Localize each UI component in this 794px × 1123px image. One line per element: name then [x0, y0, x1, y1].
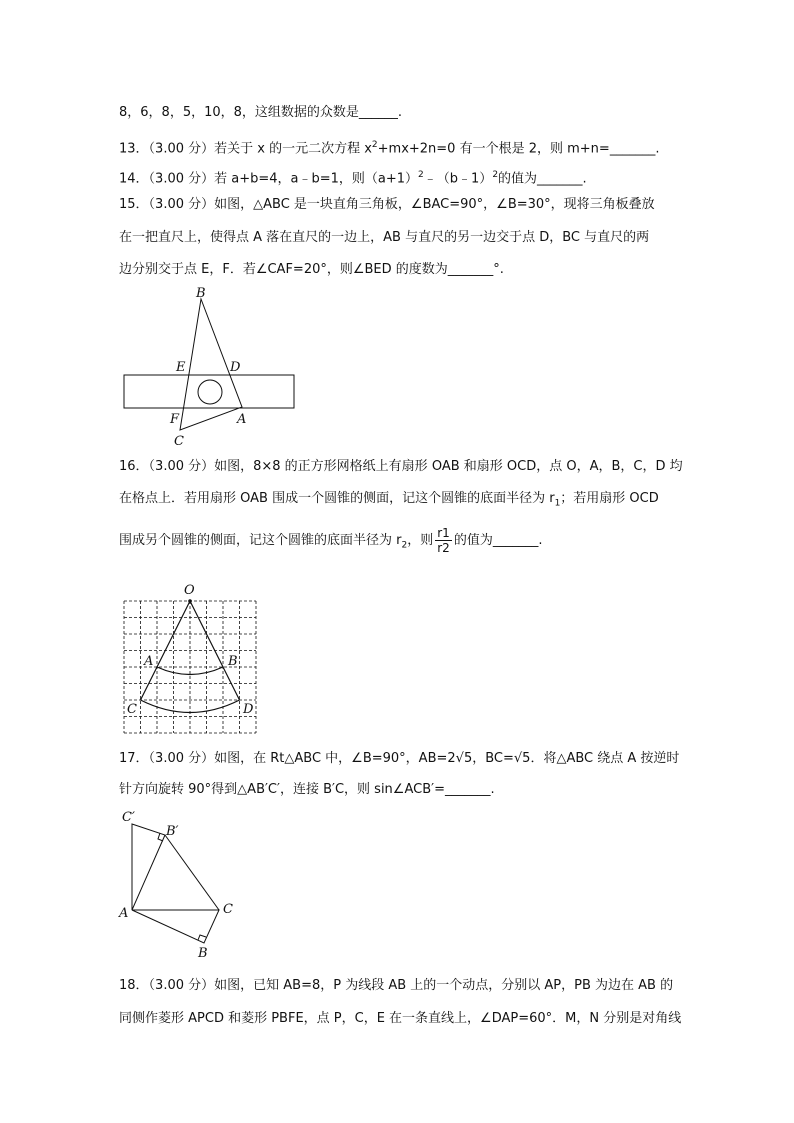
q13-sup: 2: [371, 140, 378, 150]
q16-text-b: ；若用扇形 OCD: [560, 491, 659, 506]
question-18-line-2: 同侧作菱形 APCD 和菱形 PBFE，点 P，C，E 在一条直线上，∠DAP=60°．M，N 分别是对角线: [119, 1011, 682, 1026]
question-14: [119, 166, 587, 188]
text-line-1: 8，6，8，5，10，8，这组数据的众数是______.: [119, 105, 403, 120]
label-f: F: [170, 412, 180, 427]
label-b: B: [196, 286, 206, 301]
label-d: D: [243, 702, 254, 717]
label-o: O: [184, 583, 195, 598]
figure-16: [118, 580, 263, 740]
q13-text-a: 13．（3.00 分）若关于 x 的一元二次方程 x: [119, 141, 372, 157]
q14-text-b: ﹣（b﹣1）: [423, 171, 493, 187]
label-c: C: [174, 434, 184, 449]
figure-17: [116, 810, 246, 960]
q17-sqrt-1: √5: [455, 751, 473, 766]
triangle-abc: [132, 910, 219, 943]
question-16-line-1: 16．（3.00 分）如图，8×8 的正方形网格纸上有扇形 OAB 和扇形 OCD，点 O，A，B，C，D 均: [119, 459, 683, 474]
label-d: D: [230, 360, 241, 375]
q14-text-c: 的值为_______.: [498, 171, 587, 187]
question-13: [119, 136, 659, 158]
ruler-hole: [198, 380, 222, 404]
label-c: C: [223, 902, 233, 917]
q14-sup-1: 2: [418, 170, 424, 180]
q16-sub-2: 2: [401, 540, 408, 551]
q16-text-d: ，则: [407, 533, 434, 548]
question-16-line-2: [119, 490, 659, 513]
fraction-denominator: r2: [437, 541, 450, 555]
radius-od: [190, 601, 240, 700]
q17-text-c: ．将△ABC 绕点 A 按逆时: [530, 751, 680, 766]
label-a: A: [144, 654, 154, 669]
label-a: A: [119, 906, 129, 921]
q17-sqrt-2: √5: [513, 751, 531, 766]
question-15-line-2: 在一把直尺上，使得点 A 落在直尺的一边上，AB 与直尺的另一边交于点 D，BC 与直尺的两: [119, 230, 650, 245]
label-b: B: [228, 654, 238, 669]
question-15-line-3: 边分别交于点 E，F．若∠CAF=20°，则∠BED 的度数为_______°.: [119, 262, 504, 277]
question-18-line-1: 18．（3.00 分）如图，已知 AB=8，P 为线段 AB 上的一个动点，分别以 AP，PB 为边在 AB 的: [119, 978, 674, 993]
triangle-ab-c-prime: [132, 824, 165, 910]
question-17-line-2: 针方向旋转 90°得到△AB′C′，连接 B′C，则 sin∠ACB′=_______.: [119, 782, 495, 797]
q14-text-a: 14．（3.00 分）若 a+b=4，a﹣b=1，则（a+1）: [119, 171, 419, 187]
q13-text-b: +mx+2n=0 有一个根是 2，则 m+n=_______.: [377, 141, 660, 157]
q17-text-a: 17．（3.00 分）如图，在 Rt△ABC 中，∠B=90°，AB=2: [119, 751, 456, 766]
q17-text-b: ，BC=: [472, 751, 514, 766]
radius-oc: [141, 601, 191, 700]
right-angle-b: [198, 935, 206, 940]
segment-bp-c: [165, 835, 219, 910]
label-a: A: [237, 412, 247, 427]
label-c: C: [127, 702, 137, 717]
figure-15: [118, 282, 303, 452]
q16-text-e: 的值为_______.: [453, 533, 543, 548]
q16-sub-1: 1: [554, 498, 561, 509]
label-b: B: [198, 946, 208, 960]
label-e: E: [176, 360, 186, 375]
question-17-line-1: [119, 750, 679, 768]
question-16-line-3: [119, 526, 542, 561]
fraction-numerator: r1: [437, 526, 450, 540]
q16-text-a: 在格点上．若用扇形 OAB 围成一个圆锥的侧面，记这个圆锥的底面半径为 r: [119, 491, 555, 506]
question-15-line-1: 15．（3.00 分）如图，△ABC 是一块直角三角板，∠BAC=90°，∠B=30°，现将三角板叠放: [119, 197, 655, 212]
label-c-prime: C′: [122, 810, 135, 825]
q16-text-c: 围成另个圆锥的侧面，记这个圆锥的底面半径为 r: [119, 533, 402, 548]
fraction-r1-r2: [435, 526, 452, 555]
label-b-prime: B′: [166, 824, 179, 839]
q14-sup-2: 2: [492, 170, 499, 180]
